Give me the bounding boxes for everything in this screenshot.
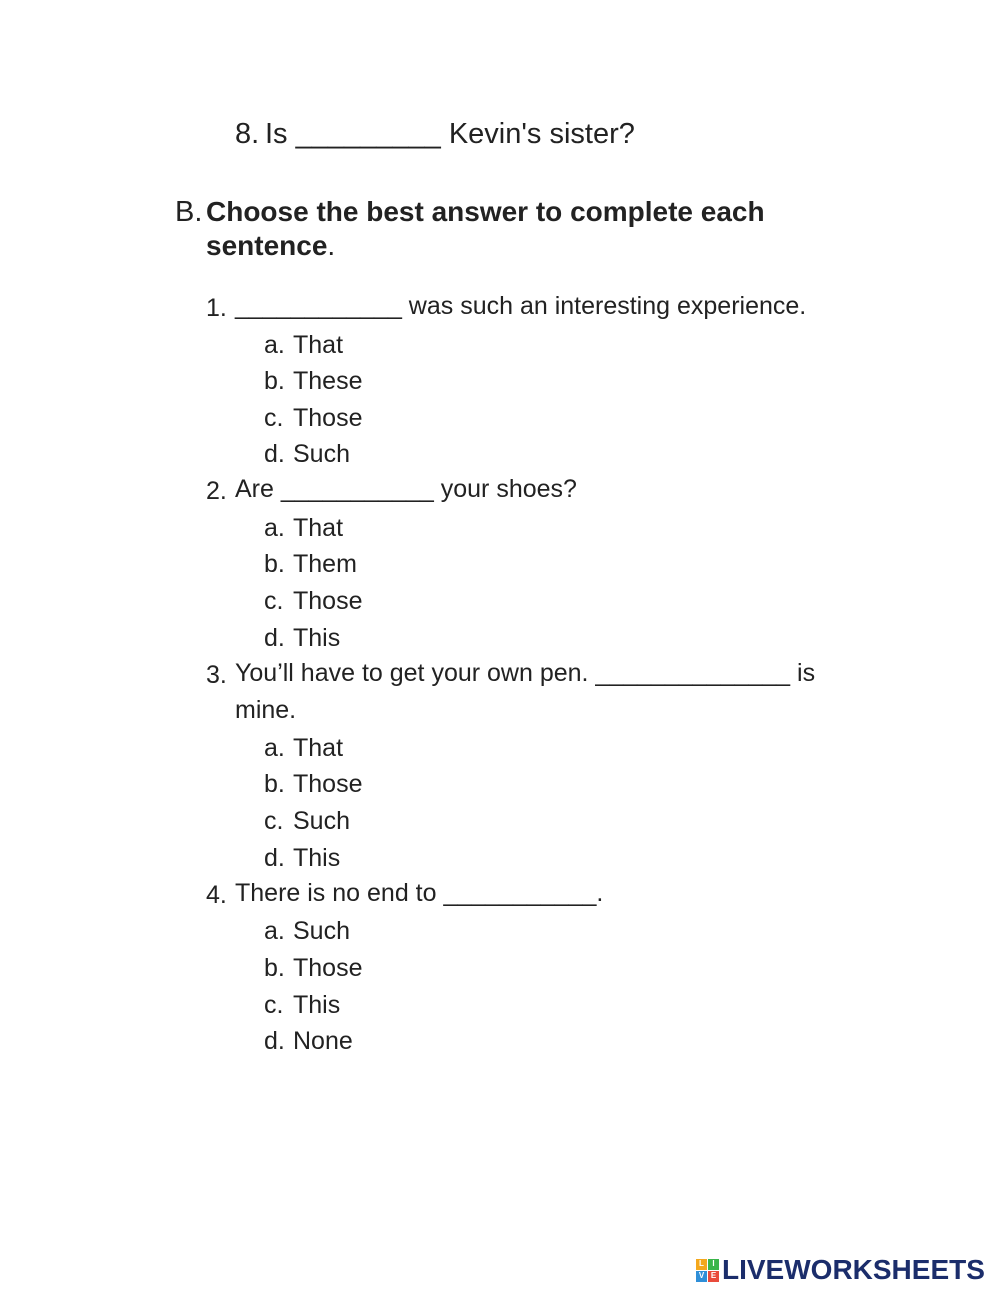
- question-text: ____________ was such an interesting experience.: [235, 292, 807, 320]
- option-letter: d.: [264, 844, 285, 872]
- option-letter: d.: [264, 440, 285, 468]
- section-title: [206, 195, 765, 263]
- option-text: Them: [293, 550, 357, 578]
- section-title-period: .: [327, 230, 336, 261]
- option-item: [264, 917, 464, 947]
- option-text: That: [293, 514, 344, 542]
- question-number: 8.: [235, 118, 260, 150]
- option-letter: a.: [264, 514, 285, 542]
- option-item: [264, 550, 464, 580]
- option-letter: b.: [264, 367, 285, 395]
- liveworksheets-logo[interactable]: [696, 1253, 985, 1287]
- option-letter: a.: [264, 734, 285, 762]
- option-item: [264, 770, 464, 800]
- option-item: [264, 844, 464, 874]
- option-letter: b.: [264, 954, 285, 982]
- option-letter: c.: [264, 991, 284, 1019]
- option-text: None: [293, 1027, 353, 1055]
- option-text: This: [293, 624, 341, 652]
- question-text: Is _________ Kevin's sister?: [265, 118, 635, 150]
- option-text: This: [293, 991, 341, 1019]
- option-text: Such: [293, 807, 350, 835]
- option-item: [264, 514, 464, 544]
- logo-text: LIVEWORKSHEETS: [722, 1254, 985, 1285]
- option-item: [264, 440, 464, 470]
- question-number: 2.: [206, 477, 227, 505]
- option-text: This: [293, 844, 341, 872]
- option-letter: c.: [264, 404, 284, 432]
- logo-mark-icon: [696, 1259, 719, 1282]
- option-item: [264, 624, 464, 654]
- option-item: [264, 331, 464, 361]
- option-letter: c.: [264, 807, 284, 835]
- option-text: Such: [293, 917, 350, 945]
- option-letter: d.: [264, 624, 285, 652]
- option-text: That: [293, 331, 344, 359]
- question-number: 1.: [206, 294, 227, 322]
- option-item: [264, 587, 464, 617]
- option-letter: a.: [264, 917, 285, 945]
- question-text: Are ___________ your shoes?: [235, 475, 577, 503]
- section-title-line1: Choose the best answer to complete each: [206, 196, 765, 227]
- option-letter: b.: [264, 770, 285, 798]
- option-text: These: [293, 367, 363, 395]
- option-text: Those: [293, 770, 363, 798]
- logo-mark-tile: E: [708, 1271, 719, 1282]
- section-letter: B.: [175, 196, 203, 228]
- question-text-line1: You’ll have to get your own pen. ______________ is: [235, 659, 816, 687]
- logo-mark-tile: I: [708, 1259, 719, 1270]
- option-text: Those: [293, 954, 363, 982]
- logo-mark-tile: L: [696, 1259, 707, 1270]
- question-number: 4.: [206, 881, 227, 909]
- option-text: Such: [293, 440, 350, 468]
- option-text: That: [293, 734, 344, 762]
- question-text: There is no end to ___________.: [235, 879, 604, 907]
- option-item: [264, 991, 464, 1021]
- option-item: [264, 404, 464, 434]
- option-item: [264, 1027, 464, 1057]
- option-item: [264, 807, 464, 837]
- option-letter: a.: [264, 331, 285, 359]
- option-item: [264, 954, 464, 984]
- question-text-line2: mine.: [235, 696, 297, 724]
- question-text: [235, 655, 815, 729]
- option-text: Those: [293, 404, 363, 432]
- option-item: [264, 367, 464, 397]
- logo-mark-tile: V: [696, 1271, 707, 1282]
- section-title-line2: sentence: [206, 230, 328, 261]
- question-8: [235, 118, 655, 154]
- question-number: 3.: [206, 661, 227, 689]
- option-letter: c.: [264, 587, 284, 615]
- option-text: Those: [293, 587, 363, 615]
- option-letter: d.: [264, 1027, 285, 1055]
- option-item: [264, 734, 464, 764]
- option-letter: b.: [264, 550, 285, 578]
